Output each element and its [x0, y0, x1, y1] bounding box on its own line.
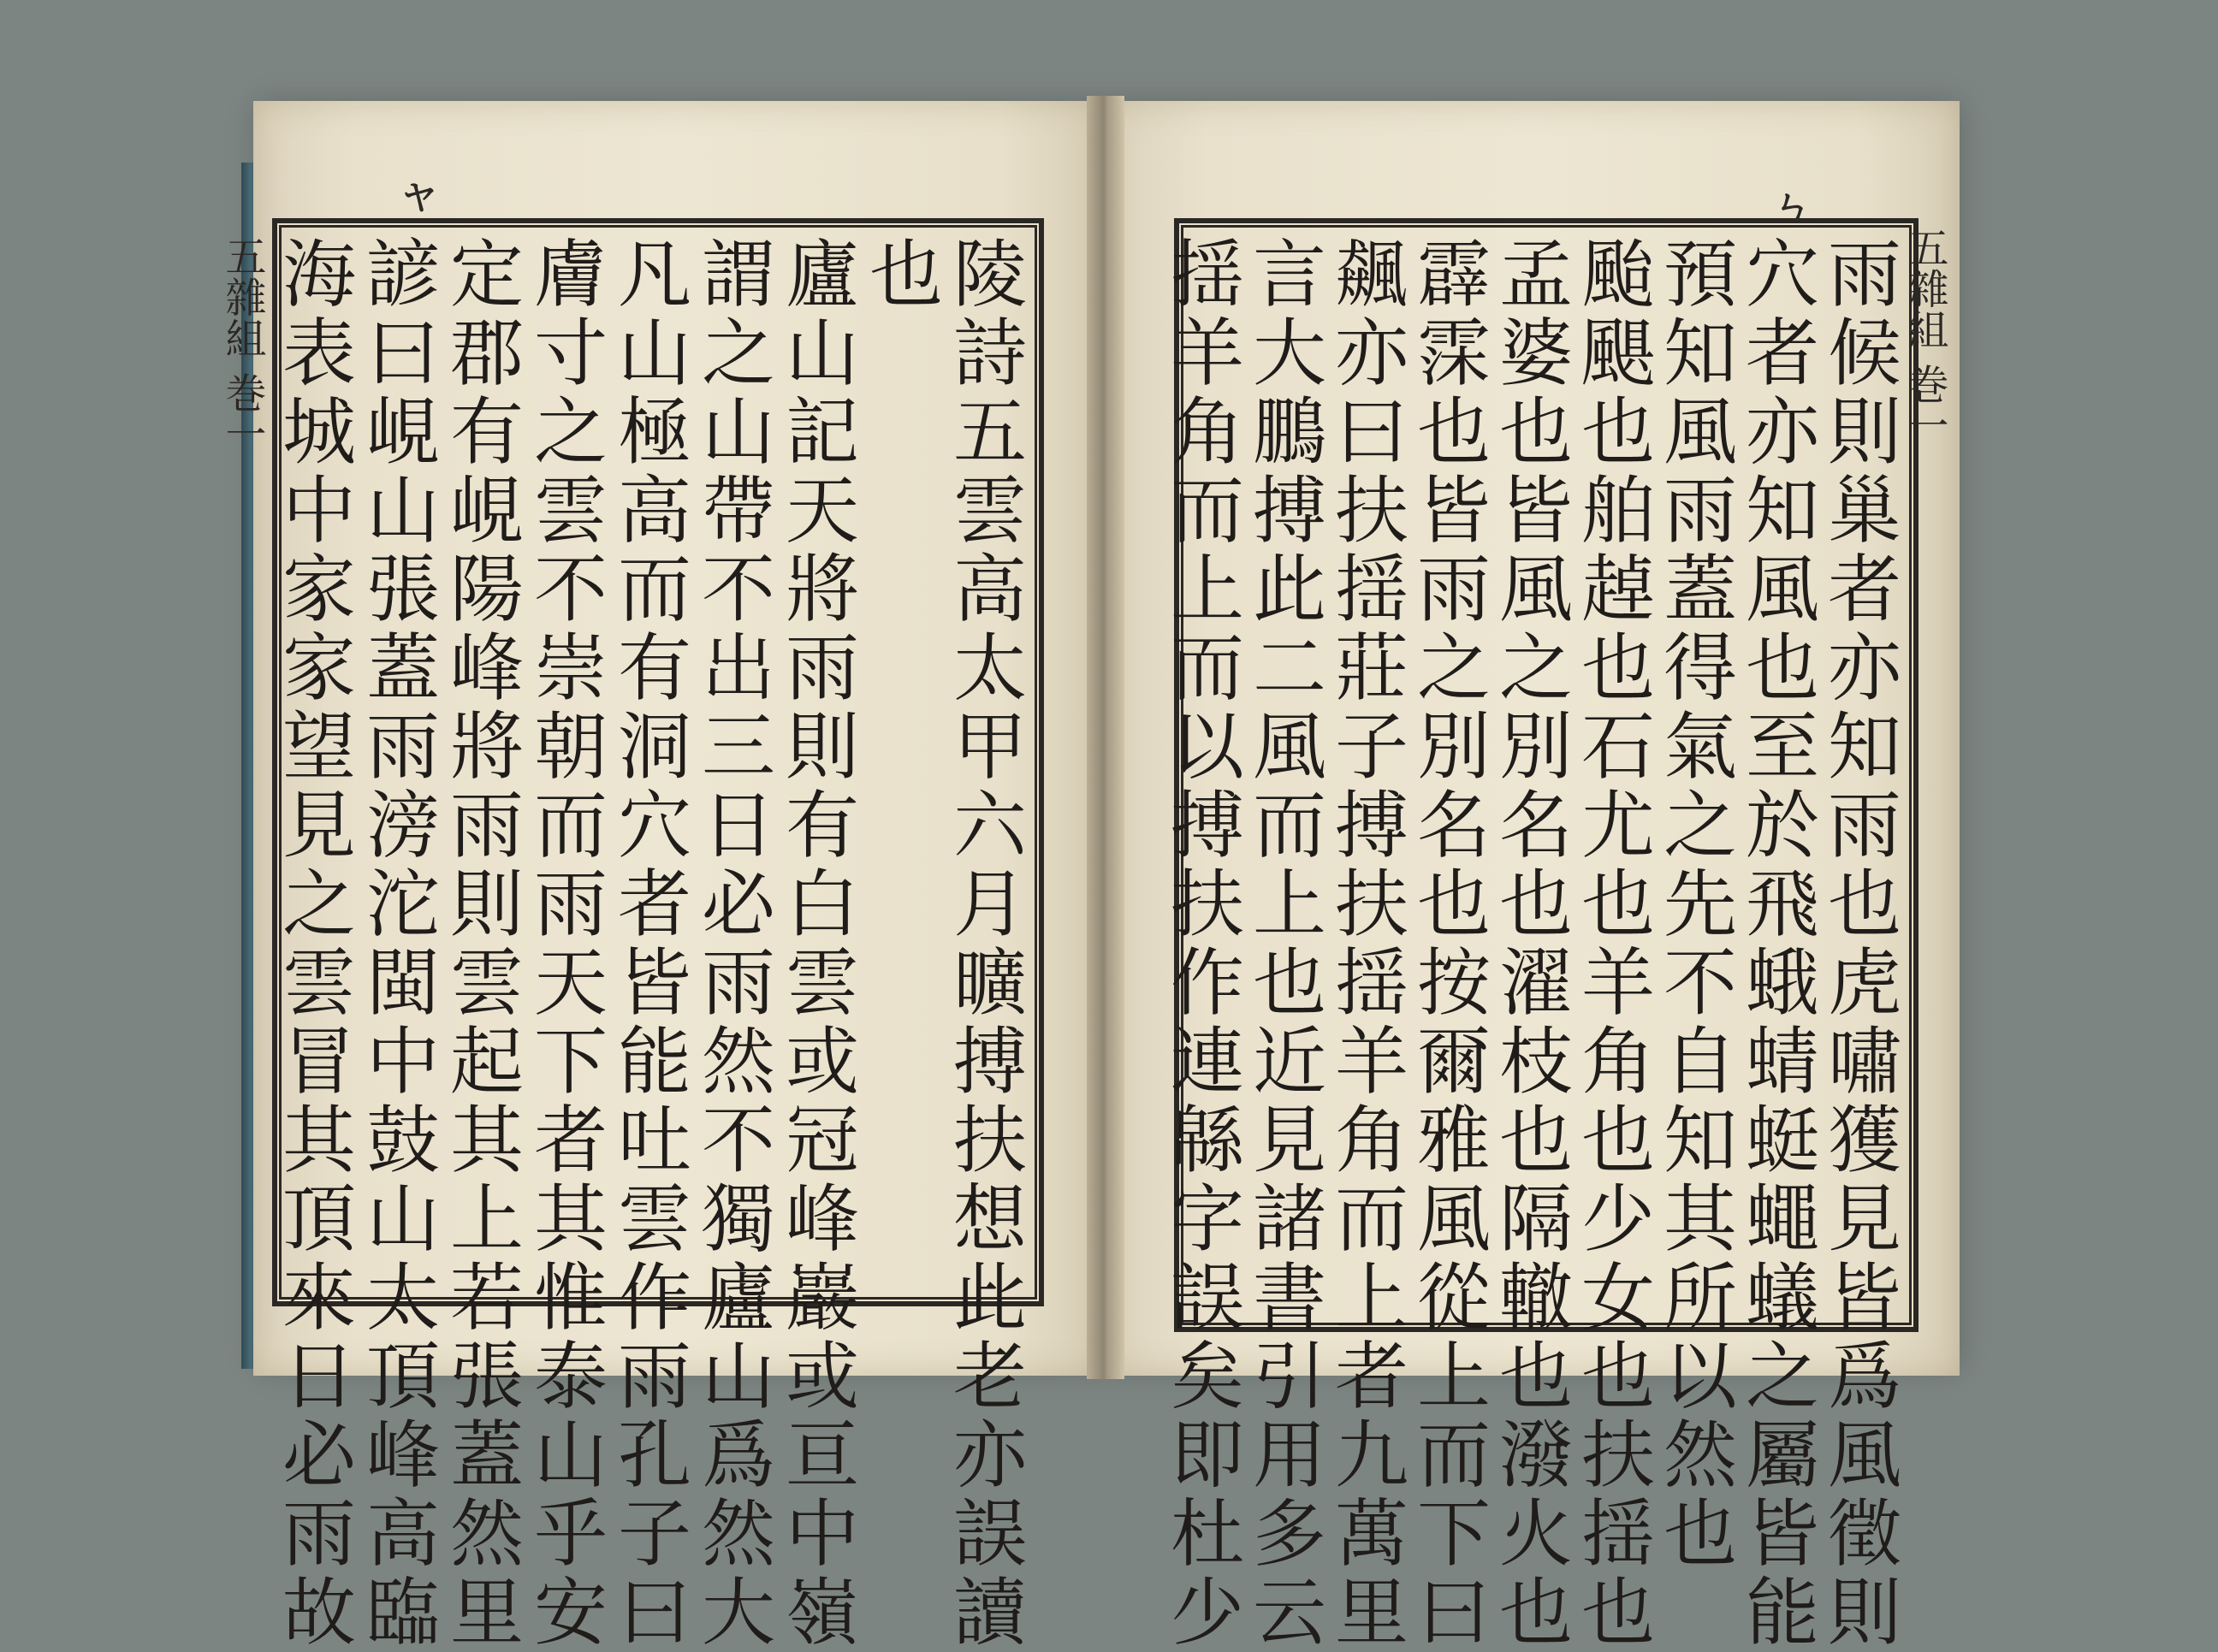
left-column-9: 海表城中家家望見之雲冒其頂來日必雨故	[270, 235, 355, 1652]
left-column-3: 廬山記天將雨則有白雲或冠峰巖或亘中嶺	[773, 235, 858, 1652]
left-text-frame	[270, 218, 1044, 1652]
left-column-4: 謂之山帶不出三日必雨然不獨廬山爲然大	[689, 235, 774, 1652]
left-column-2: 也	[857, 235, 942, 314]
right-column-1: 雨候則巢者亦知雨也虎嘯獲見皆爲風徵則	[1815, 235, 1901, 1652]
right-column-5: 孟婆也皆風之別名也濯枝也隔轍也潑火也	[1486, 235, 1572, 1652]
left-column-7: 定郡有峴陽峰將雨則雲起其上若張蓋然里	[437, 235, 523, 1652]
left-fold-title: 五雜組 巻一	[218, 235, 266, 454]
left-column-1: 陵詩五雲高太甲六月曠搏扶想此老亦誤讀	[940, 235, 1026, 1652]
right-column-9: 揺羊角而上而以搏扶作連緜字誤矣即杜少	[1158, 235, 1243, 1652]
right-fold-title: 五雜組 巻一	[1901, 227, 1948, 446]
book-gutter	[1087, 96, 1124, 1379]
right-column-3: 預知風雨蓋得氣之先不自知其所以然也	[1651, 235, 1736, 1573]
left-column-6: 膚寸之雲不崇朝而雨天下者其惟泰山乎安	[521, 235, 607, 1652]
right-column-2: 穴者亦知風也至於飛蛾蜻蜓蠅蟻之屬皆能	[1733, 235, 1818, 1652]
left-column-8: 諺曰峴山張蓋雨滂沱閩中鼓山太頂峰高臨	[353, 235, 439, 1652]
right-column-6: 霹霂也皆雨之別名也按爾雅風從上而下曰	[1404, 235, 1490, 1652]
right-column-4: 颱颶也舶趠也石尤也羊角也少女也扶揺也	[1569, 235, 1654, 1652]
left-column-5: 凡山極高而有洞穴者皆能吐雲作雨孔子曰	[605, 235, 691, 1652]
right-column-7: 飆亦曰扶揺莊子搏扶揺羊角而上者九萬里	[1322, 235, 1408, 1652]
left-page-mark: ヤ	[402, 179, 436, 218]
right-text-frame	[1158, 218, 1919, 1652]
right-column-8: 言大鵬搏此二風而上也近見諸書引用多云	[1240, 235, 1325, 1652]
right-page-mark: ㄣ	[1773, 183, 1812, 229]
